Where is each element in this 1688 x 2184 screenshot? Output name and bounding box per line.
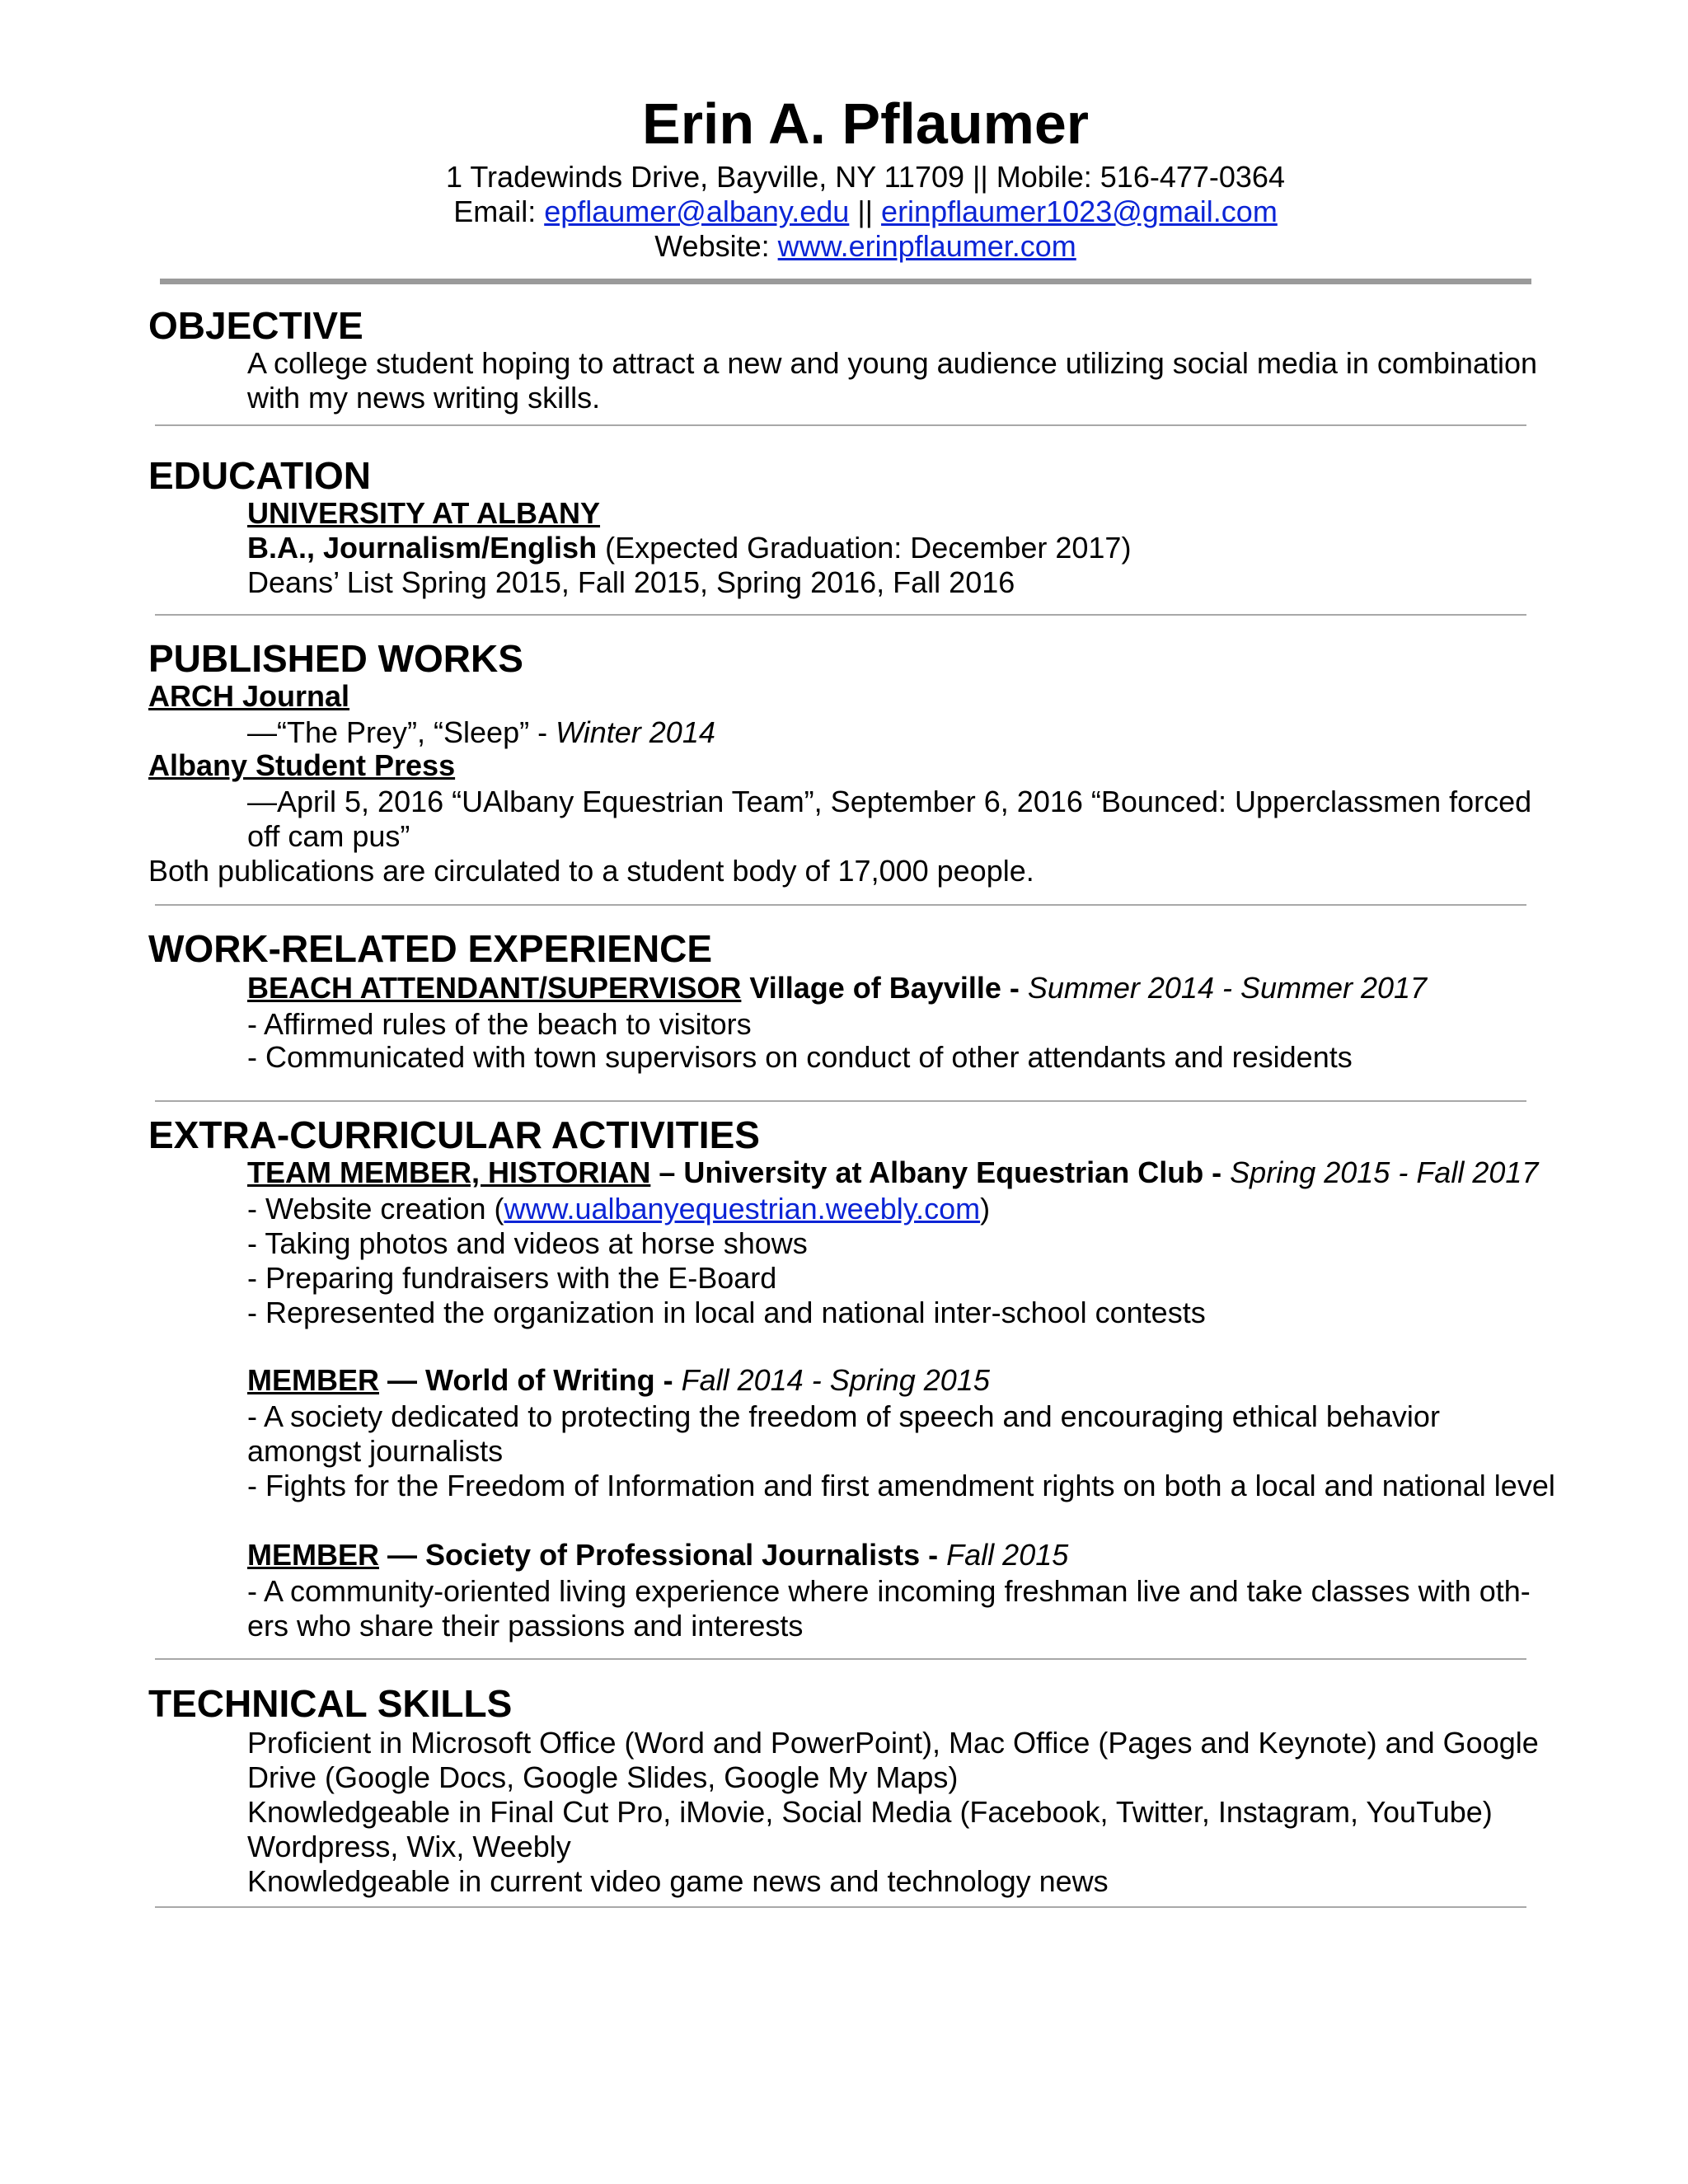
activity-2-dates: Fall 2014 - Spring 2015 bbox=[681, 1363, 990, 1397]
degree-line bbox=[247, 531, 1131, 565]
email-link-albany[interactable]: epflaumer@albany.edu bbox=[544, 194, 850, 228]
website-label: Website: bbox=[654, 229, 778, 263]
degree-title: B.A., Journalism/English bbox=[247, 531, 598, 565]
activity-3-header bbox=[247, 1538, 1068, 1572]
skills-heading: TECHNICAL SKILLS bbox=[148, 1682, 513, 1725]
section-divider bbox=[155, 424, 1526, 426]
email-separator: || bbox=[849, 194, 882, 228]
degree-note: (Expected Graduation: December 2017) bbox=[597, 531, 1132, 565]
activity-1-bullet-2: - Taking photos and videos at horse shows bbox=[247, 1226, 808, 1260]
publication-arch-journal: ARCH Journal bbox=[148, 679, 350, 713]
arch-works-date: Winter 2014 bbox=[556, 715, 715, 749]
activity-3-dates: Fall 2015 bbox=[946, 1538, 1069, 1572]
section-divider bbox=[155, 614, 1526, 616]
header-divider bbox=[160, 279, 1531, 284]
skills-line-2: Drive (Google Docs, Google Slides, Google My Maps) bbox=[247, 1760, 959, 1794]
activity-2-bullet-1: - A society dedicated to protecting the freedom of speech and encouraging ethical behavior bbox=[247, 1399, 1440, 1433]
objective-line-1: A college student hoping to attract a new and young audience utilizing social media in combination bbox=[247, 346, 1538, 380]
activity-1-bullet-4: - Represented the organization in local and national inter-school contests bbox=[247, 1296, 1206, 1329]
school-name: UNIVERSITY AT ALBANY bbox=[247, 496, 601, 530]
activity-2-header bbox=[247, 1363, 990, 1398]
work-heading: WORK-RELATED EXPERIENCE bbox=[148, 927, 713, 970]
publications-note: Both publications are circulated to a student body of 17,000 people. bbox=[148, 854, 1034, 888]
work-title: BEACH ATTENDANT/SUPERVISOR bbox=[247, 971, 742, 1005]
address-line: 1 Tradewinds Drive, Bayville, NY 11709 || Mobile: 516-477-0364 bbox=[446, 160, 1285, 194]
section-divider bbox=[155, 1906, 1526, 1908]
activity-1-dates: Spring 2015 - Fall 2017 bbox=[1230, 1155, 1539, 1189]
publication-arch-works bbox=[247, 715, 715, 750]
education-heading: EDUCATION bbox=[148, 454, 372, 497]
honors-line: Deans’ List Spring 2015, Fall 2015, Spring 2016, Fall 2016 bbox=[247, 565, 1015, 599]
email-label: Email: bbox=[453, 194, 545, 228]
asp-works-line-1: —April 5, 2016 “UAlbany Equestrian Team”, September 6, 2016 “Bounced: Upperclassmen forced bbox=[247, 785, 1532, 818]
work-dates: Summer 2014 - Summer 2017 bbox=[1027, 971, 1428, 1005]
website-link[interactable]: www.erinpflaumer.com bbox=[777, 229, 1076, 263]
activity-3-bullet-1: - A community-oriented living experience where incoming freshman live and take classes with oth- bbox=[247, 1574, 1531, 1608]
published-heading: PUBLISHED WORKS bbox=[148, 637, 523, 680]
activity-1-title: TEAM MEMBER, HISTORIAN bbox=[247, 1155, 651, 1189]
activity-1-header bbox=[247, 1155, 1538, 1190]
skills-line-1: Proficient in Microsoft Office (Word and PowerPoint), Mac Office (Pages and Keynote) and Google bbox=[247, 1726, 1539, 1760]
work-position-line bbox=[247, 971, 1427, 1005]
work-bullet-1: - Affirmed rules of the beach to visitors bbox=[247, 1007, 752, 1041]
activity-1-org: – University at Albany Equestrian Club - bbox=[650, 1155, 1231, 1189]
email-line bbox=[0, 194, 1688, 229]
objective-heading: OBJECTIVE bbox=[148, 304, 363, 347]
activity-2-bullet-1-cont: amongst journalists bbox=[247, 1434, 504, 1468]
activity-2-org: — World of Writing - bbox=[379, 1363, 682, 1397]
activity-1-bullet-1-text: - Website creation ( bbox=[247, 1192, 504, 1226]
activity-1-bullet-3: - Preparing fundraisers with the E-Board bbox=[247, 1261, 777, 1295]
publication-albany-student-press: Albany Student Press bbox=[148, 748, 456, 782]
section-divider bbox=[155, 1658, 1526, 1660]
activity-1-bullet-1-close: ) bbox=[980, 1192, 991, 1226]
work-bullet-2: - Communicated with town supervisors on conduct of other attendants and residents bbox=[247, 1040, 1353, 1074]
work-org: Village of Bayville - bbox=[741, 971, 1028, 1005]
equestrian-website-link[interactable]: www.ualbanyequestrian.weebly.com bbox=[504, 1192, 981, 1226]
candidate-name: Erin A. Pflaumer bbox=[642, 91, 1089, 156]
activity-2-bullet-2: - Fights for the Freedom of Information and first amendment rights on both a local and national level bbox=[247, 1469, 1555, 1502]
asp-works-line-2: off cam pus” bbox=[247, 819, 410, 853]
website-line bbox=[0, 229, 1688, 264]
activity-2-title: MEMBER bbox=[247, 1363, 379, 1397]
email-link-gmail[interactable]: erinpflaumer1023@gmail.com bbox=[881, 194, 1278, 228]
arch-works-text: —“The Prey”, “Sleep” - bbox=[247, 715, 556, 749]
objective-line-2: with my news writing skills. bbox=[247, 381, 601, 415]
activity-1-bullet-1 bbox=[247, 1192, 990, 1226]
activities-heading: EXTRA-CURRICULAR ACTIVITIES bbox=[148, 1113, 760, 1156]
section-divider bbox=[155, 1100, 1526, 1102]
activity-3-org: — Society of Professional Journalists - bbox=[379, 1538, 947, 1572]
activity-3-title: MEMBER bbox=[247, 1538, 379, 1572]
section-divider bbox=[155, 904, 1526, 906]
skills-line-5: Knowledgeable in current video game news and technology news bbox=[247, 1864, 1109, 1898]
activity-3-bullet-1-cont: ers who share their passions and interests bbox=[247, 1609, 804, 1643]
skills-line-3: Knowledgeable in Final Cut Pro, iMovie, Social Media (Facebook, Twitter, Instagram, YouTube) bbox=[247, 1795, 1493, 1829]
skills-line-4: Wordpress, Wix, Weebly bbox=[247, 1830, 571, 1863]
